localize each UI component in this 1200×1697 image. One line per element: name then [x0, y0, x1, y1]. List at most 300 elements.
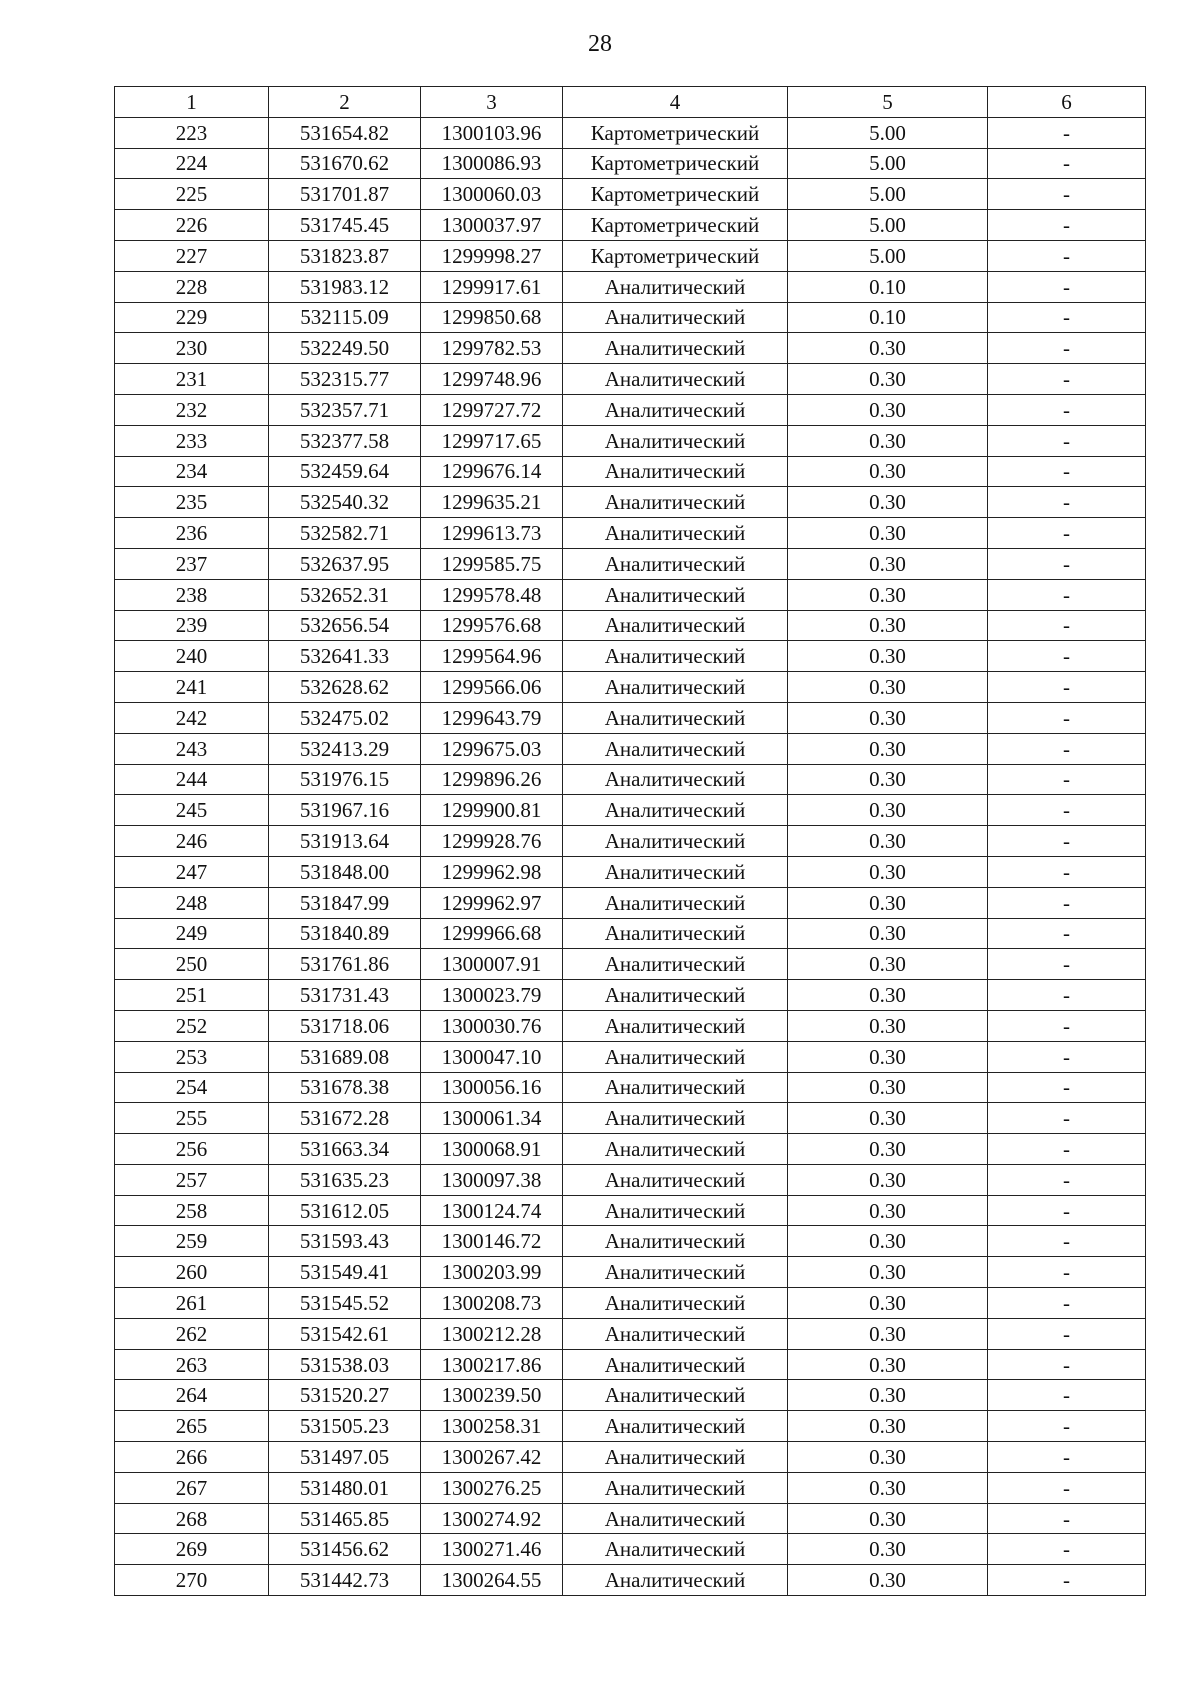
- table-cell-col-4: Аналитический: [563, 271, 788, 302]
- table-row: [115, 887, 1146, 918]
- table-cell-col-4: Аналитический: [563, 333, 788, 364]
- table-cell-col-2: 531612.05: [269, 1195, 421, 1226]
- table-cell-col-5: 0.30: [788, 425, 988, 456]
- page-number: 28: [588, 31, 612, 57]
- table-cell-col-1: 249: [115, 918, 269, 949]
- table-cell-col-5: 0.30: [788, 764, 988, 795]
- table-cell-col-1: 226: [115, 210, 269, 241]
- table-cell-col-2: 532540.32: [269, 487, 421, 518]
- table-cell-col-1: 246: [115, 826, 269, 857]
- table-row: [115, 1534, 1146, 1565]
- table-cell-col-5: 0.30: [788, 1226, 988, 1257]
- column-header-5: 5: [788, 87, 988, 118]
- table-cell-col-3: 1299564.96: [421, 641, 563, 672]
- table-cell-col-2: 532357.71: [269, 394, 421, 425]
- table-row: [115, 1072, 1146, 1103]
- table-row: [115, 1195, 1146, 1226]
- table-cell-col-2: 531545.52: [269, 1288, 421, 1319]
- table-cell-col-4: Аналитический: [563, 918, 788, 949]
- table-cell-col-4: Аналитический: [563, 548, 788, 579]
- table-cell-col-1: 261: [115, 1288, 269, 1319]
- column-header-6: 6: [988, 87, 1146, 118]
- table-cell-col-5: 0.30: [788, 1472, 988, 1503]
- table-cell-col-4: Аналитический: [563, 1534, 788, 1565]
- table-cell-col-4: Аналитический: [563, 1411, 788, 1442]
- table-cell-col-2: 532582.71: [269, 518, 421, 549]
- table-cell-col-3: 1300037.97: [421, 210, 563, 241]
- table-cell-col-4: Аналитический: [563, 826, 788, 857]
- table-row: [115, 240, 1146, 271]
- table-row: [115, 702, 1146, 733]
- table-row: [115, 302, 1146, 333]
- table-cell-col-2: 531840.89: [269, 918, 421, 949]
- table-cell-col-4: Аналитический: [563, 949, 788, 980]
- table-cell-col-3: 1300146.72: [421, 1226, 563, 1257]
- table-cell-col-3: 1299966.68: [421, 918, 563, 949]
- table-cell-col-2: 532628.62: [269, 672, 421, 703]
- table-cell-col-6: -: [988, 425, 1146, 456]
- table-cell-col-1: 268: [115, 1503, 269, 1534]
- table-cell-col-1: 242: [115, 702, 269, 733]
- table-cell-col-2: 532637.95: [269, 548, 421, 579]
- table-cell-col-3: 1300007.91: [421, 949, 563, 980]
- table-cell-col-3: 1300203.99: [421, 1257, 563, 1288]
- table-cell-col-5: 0.30: [788, 1103, 988, 1134]
- table-cell-col-3: 1299962.98: [421, 856, 563, 887]
- table-cell-col-3: 1300258.31: [421, 1411, 563, 1442]
- table-cell-col-1: 231: [115, 364, 269, 395]
- table-row: [115, 518, 1146, 549]
- table-cell-col-6: -: [988, 1195, 1146, 1226]
- table-cell-col-2: 531635.23: [269, 1164, 421, 1195]
- table-cell-col-3: 1299917.61: [421, 271, 563, 302]
- table-cell-col-6: -: [988, 148, 1146, 179]
- table-cell-col-1: 247: [115, 856, 269, 887]
- table-cell-col-6: -: [988, 271, 1146, 302]
- table-cell-col-3: 1300239.50: [421, 1380, 563, 1411]
- table-cell-col-4: Аналитический: [563, 425, 788, 456]
- table-cell-col-2: 531538.03: [269, 1349, 421, 1380]
- column-header-3: 3: [421, 87, 563, 118]
- table-cell-col-5: 0.30: [788, 487, 988, 518]
- table-cell-col-3: 1299585.75: [421, 548, 563, 579]
- table-cell-col-4: Аналитический: [563, 394, 788, 425]
- table-row: [115, 117, 1146, 148]
- table-cell-col-5: 0.30: [788, 980, 988, 1011]
- table-cell-col-6: -: [988, 856, 1146, 887]
- table-cell-col-1: 257: [115, 1164, 269, 1195]
- table-cell-col-3: 1300274.92: [421, 1503, 563, 1534]
- table-cell-col-6: -: [988, 610, 1146, 641]
- table-cell-col-4: Аналитический: [563, 641, 788, 672]
- table-cell-col-3: 1299896.26: [421, 764, 563, 795]
- table-row: [115, 1103, 1146, 1134]
- table-cell-col-6: -: [988, 1257, 1146, 1288]
- table-row: [115, 610, 1146, 641]
- table-cell-col-1: 230: [115, 333, 269, 364]
- table-cell-col-6: -: [988, 1349, 1146, 1380]
- table-cell-col-4: Аналитический: [563, 1472, 788, 1503]
- table-row: [115, 918, 1146, 949]
- table-row: [115, 672, 1146, 703]
- table-cell-col-3: 1300086.93: [421, 148, 563, 179]
- table-cell-col-1: 238: [115, 579, 269, 610]
- table-row: [115, 980, 1146, 1011]
- table-cell-col-6: -: [988, 1565, 1146, 1596]
- table-cell-col-6: -: [988, 1534, 1146, 1565]
- table-cell-col-2: 531848.00: [269, 856, 421, 887]
- table-cell-col-6: -: [988, 980, 1146, 1011]
- table-cell-col-1: 267: [115, 1472, 269, 1503]
- table-row: [115, 764, 1146, 795]
- table-cell-col-6: -: [988, 826, 1146, 857]
- table-row: [115, 1134, 1146, 1165]
- table-cell-col-4: Картометрический: [563, 210, 788, 241]
- table-cell-col-6: -: [988, 1318, 1146, 1349]
- table-cell-col-1: 234: [115, 456, 269, 487]
- table-cell-col-5: 0.30: [788, 456, 988, 487]
- table-cell-col-6: -: [988, 548, 1146, 579]
- table-row: [115, 641, 1146, 672]
- table-cell-col-4: Картометрический: [563, 240, 788, 271]
- table-cell-col-1: 244: [115, 764, 269, 795]
- table-cell-col-3: 1299635.21: [421, 487, 563, 518]
- table-cell-col-3: 1299928.76: [421, 826, 563, 857]
- table-cell-col-3: 1299578.48: [421, 579, 563, 610]
- table-cell-col-3: 1299717.65: [421, 425, 563, 456]
- table-cell-col-5: 0.30: [788, 826, 988, 857]
- table-row: [115, 1442, 1146, 1473]
- header-row: [115, 87, 1146, 118]
- table-cell-col-1: 253: [115, 1041, 269, 1072]
- table-cell-col-5: 0.30: [788, 364, 988, 395]
- table-cell-col-4: Аналитический: [563, 1072, 788, 1103]
- table-cell-col-5: 0.30: [788, 1010, 988, 1041]
- table-row: [115, 425, 1146, 456]
- table-cell-col-4: Аналитический: [563, 1010, 788, 1041]
- table-row: [115, 1565, 1146, 1596]
- table-row: [115, 487, 1146, 518]
- table-cell-col-3: 1300208.73: [421, 1288, 563, 1319]
- table-cell-col-3: 1300056.16: [421, 1072, 563, 1103]
- table-cell-col-5: 0.30: [788, 949, 988, 980]
- table-cell-col-4: Аналитический: [563, 1442, 788, 1473]
- table-cell-col-4: Аналитический: [563, 610, 788, 641]
- table-cell-col-2: 531456.62: [269, 1534, 421, 1565]
- table-cell-col-1: 250: [115, 949, 269, 980]
- table-cell-col-3: 1300068.91: [421, 1134, 563, 1165]
- table-cell-col-3: 1300103.96: [421, 117, 563, 148]
- table-row: [115, 1411, 1146, 1442]
- table-cell-col-5: 0.10: [788, 271, 988, 302]
- table-cell-col-6: -: [988, 1072, 1146, 1103]
- table-row: [115, 579, 1146, 610]
- table-cell-col-2: 531593.43: [269, 1226, 421, 1257]
- table-cell-col-2: 531480.01: [269, 1472, 421, 1503]
- table-cell-col-5: 0.30: [788, 887, 988, 918]
- table-cell-col-6: -: [988, 949, 1146, 980]
- table-cell-col-5: 0.30: [788, 548, 988, 579]
- table-cell-col-3: 1299643.79: [421, 702, 563, 733]
- table-cell-col-5: 0.30: [788, 1380, 988, 1411]
- table-cell-col-5: 0.30: [788, 610, 988, 641]
- table-cell-col-3: 1300061.34: [421, 1103, 563, 1134]
- table-cell-col-1: 255: [115, 1103, 269, 1134]
- table-cell-col-6: -: [988, 672, 1146, 703]
- table-cell-col-3: 1300124.74: [421, 1195, 563, 1226]
- table-cell-col-6: -: [988, 764, 1146, 795]
- table-cell-col-3: 1299675.03: [421, 733, 563, 764]
- table-cell-col-4: Аналитический: [563, 487, 788, 518]
- table-cell-col-5: 0.30: [788, 1411, 988, 1442]
- table-row: [115, 795, 1146, 826]
- table-cell-col-3: 1300276.25: [421, 1472, 563, 1503]
- table-cell-col-4: Аналитический: [563, 1103, 788, 1134]
- table-cell-col-2: 531663.34: [269, 1134, 421, 1165]
- table-cell-col-6: -: [988, 240, 1146, 271]
- table-cell-col-2: 531913.64: [269, 826, 421, 857]
- table-cell-col-4: Аналитический: [563, 1164, 788, 1195]
- table-cell-col-4: Аналитический: [563, 856, 788, 887]
- table-cell-col-6: -: [988, 733, 1146, 764]
- table-cell-col-1: 223: [115, 117, 269, 148]
- table-cell-col-4: Аналитический: [563, 1195, 788, 1226]
- table-cell-col-1: 252: [115, 1010, 269, 1041]
- table-cell-col-4: Аналитический: [563, 795, 788, 826]
- table-row: [115, 1349, 1146, 1380]
- table-cell-col-4: Картометрический: [563, 117, 788, 148]
- table-cell-col-4: Аналитический: [563, 364, 788, 395]
- table-cell-col-1: 260: [115, 1257, 269, 1288]
- table-cell-col-2: 531823.87: [269, 240, 421, 271]
- table-cell-col-6: -: [988, 1103, 1146, 1134]
- table-cell-col-6: -: [988, 456, 1146, 487]
- table-cell-col-5: 0.30: [788, 1072, 988, 1103]
- table-cell-col-6: -: [988, 702, 1146, 733]
- table-cell-col-2: 531505.23: [269, 1411, 421, 1442]
- table-cell-col-2: 532641.33: [269, 641, 421, 672]
- table-cell-col-6: -: [988, 518, 1146, 549]
- table-cell-col-2: 531672.28: [269, 1103, 421, 1134]
- table-cell-col-6: -: [988, 210, 1146, 241]
- table-cell-col-1: 225: [115, 179, 269, 210]
- table-cell-col-3: 1300023.79: [421, 980, 563, 1011]
- table-cell-col-5: 0.30: [788, 1134, 988, 1165]
- table-cell-col-5: 0.30: [788, 1503, 988, 1534]
- table-cell-col-1: 265: [115, 1411, 269, 1442]
- table-cell-col-5: 0.30: [788, 1195, 988, 1226]
- table-cell-col-1: 245: [115, 795, 269, 826]
- table-cell-col-2: 532315.77: [269, 364, 421, 395]
- table-cell-col-5: 0.30: [788, 672, 988, 703]
- table-cell-col-2: 531718.06: [269, 1010, 421, 1041]
- table-cell-col-4: Аналитический: [563, 1288, 788, 1319]
- table-cell-col-6: -: [988, 487, 1146, 518]
- table-cell-col-5: 0.30: [788, 1288, 988, 1319]
- table-cell-col-3: 1299676.14: [421, 456, 563, 487]
- table-cell-col-1: 235: [115, 487, 269, 518]
- table-cell-col-3: 1300212.28: [421, 1318, 563, 1349]
- table-cell-col-4: Аналитический: [563, 764, 788, 795]
- table-cell-col-5: 0.30: [788, 333, 988, 364]
- table-cell-col-3: 1299962.97: [421, 887, 563, 918]
- table-cell-col-5: 0.30: [788, 394, 988, 425]
- table-cell-col-5: 0.30: [788, 1257, 988, 1288]
- table-cell-col-6: -: [988, 1411, 1146, 1442]
- table-row: [115, 1010, 1146, 1041]
- table-cell-col-2: 532377.58: [269, 425, 421, 456]
- table-cell-col-2: 531542.61: [269, 1318, 421, 1349]
- table-row: [115, 179, 1146, 210]
- table-cell-col-2: 531442.73: [269, 1565, 421, 1596]
- table-cell-col-1: 270: [115, 1565, 269, 1596]
- table-cell-col-5: 5.00: [788, 117, 988, 148]
- table-cell-col-1: 258: [115, 1195, 269, 1226]
- table-cell-col-5: 0.30: [788, 1565, 988, 1596]
- table-cell-col-2: 532413.29: [269, 733, 421, 764]
- table-row: [115, 1226, 1146, 1257]
- table-cell-col-1: 233: [115, 425, 269, 456]
- table-cell-col-4: Аналитический: [563, 1226, 788, 1257]
- table-cell-col-2: 531701.87: [269, 179, 421, 210]
- table-cell-col-1: 241: [115, 672, 269, 703]
- table-cell-col-6: -: [988, 1134, 1146, 1165]
- table-cell-col-4: Аналитический: [563, 1565, 788, 1596]
- table-cell-col-4: Аналитический: [563, 887, 788, 918]
- table-cell-col-6: -: [988, 1164, 1146, 1195]
- table-cell-col-6: -: [988, 1041, 1146, 1072]
- table-cell-col-3: 1300264.55: [421, 1565, 563, 1596]
- table-cell-col-1: 269: [115, 1534, 269, 1565]
- table-cell-col-1: 237: [115, 548, 269, 579]
- table-cell-col-3: 1300047.10: [421, 1041, 563, 1072]
- table-cell-col-4: Картометрический: [563, 148, 788, 179]
- table-cell-col-3: 1300267.42: [421, 1442, 563, 1473]
- table-cell-col-2: 531967.16: [269, 795, 421, 826]
- table-cell-col-4: Аналитический: [563, 672, 788, 703]
- table-cell-col-5: 0.30: [788, 1164, 988, 1195]
- table-cell-col-5: 0.30: [788, 579, 988, 610]
- table-cell-col-1: 243: [115, 733, 269, 764]
- table-cell-col-1: 232: [115, 394, 269, 425]
- table-row: [115, 826, 1146, 857]
- table-cell-col-3: 1299998.27: [421, 240, 563, 271]
- table-cell-col-1: 228: [115, 271, 269, 302]
- table-cell-col-2: 531731.43: [269, 980, 421, 1011]
- table-cell-col-5: 0.30: [788, 856, 988, 887]
- table-cell-col-2: 532459.64: [269, 456, 421, 487]
- column-header-2: 2: [269, 87, 421, 118]
- table-cell-col-1: 266: [115, 1442, 269, 1473]
- table-cell-col-4: Аналитический: [563, 733, 788, 764]
- table-cell-col-2: 531847.99: [269, 887, 421, 918]
- table-row: [115, 1503, 1146, 1534]
- table-cell-col-5: 0.10: [788, 302, 988, 333]
- table-cell-col-1: 251: [115, 980, 269, 1011]
- table-cell-col-1: 227: [115, 240, 269, 271]
- table-cell-col-2: 531670.62: [269, 148, 421, 179]
- table-cell-col-3: 1300217.86: [421, 1349, 563, 1380]
- table-cell-col-1: 248: [115, 887, 269, 918]
- table-cell-col-2: 531678.38: [269, 1072, 421, 1103]
- table-cell-col-4: Аналитический: [563, 702, 788, 733]
- table-row: [115, 1164, 1146, 1195]
- table-cell-col-4: Аналитический: [563, 579, 788, 610]
- table-cell-col-3: 1299748.96: [421, 364, 563, 395]
- table-cell-col-4: Аналитический: [563, 1380, 788, 1411]
- table-cell-col-2: 531465.85: [269, 1503, 421, 1534]
- table-row: [115, 1380, 1146, 1411]
- table-cell-col-6: -: [988, 1288, 1146, 1319]
- table-cell-col-6: -: [988, 918, 1146, 949]
- table-row: [115, 1472, 1146, 1503]
- table-cell-col-2: 532249.50: [269, 333, 421, 364]
- table-cell-col-6: -: [988, 302, 1146, 333]
- table-cell-col-6: -: [988, 1442, 1146, 1473]
- table-cell-col-4: Аналитический: [563, 1134, 788, 1165]
- table-cell-col-5: 5.00: [788, 240, 988, 271]
- table-cell-col-5: 0.30: [788, 641, 988, 672]
- table-cell-col-5: 0.30: [788, 733, 988, 764]
- table-cell-col-2: 531761.86: [269, 949, 421, 980]
- table-cell-col-6: -: [988, 394, 1146, 425]
- table-cell-col-1: 240: [115, 641, 269, 672]
- table-cell-col-5: 0.30: [788, 1041, 988, 1072]
- table-cell-col-3: 1299613.73: [421, 518, 563, 549]
- table-cell-col-1: 264: [115, 1380, 269, 1411]
- table-cell-col-4: Аналитический: [563, 1503, 788, 1534]
- table-cell-col-3: 1299727.72: [421, 394, 563, 425]
- table-row: [115, 456, 1146, 487]
- table-cell-col-2: 531745.45: [269, 210, 421, 241]
- table-cell-col-2: 532656.54: [269, 610, 421, 641]
- table-cell-col-2: 532652.31: [269, 579, 421, 610]
- table-cell-col-2: 532475.02: [269, 702, 421, 733]
- table-cell-col-3: 1300097.38: [421, 1164, 563, 1195]
- table-cell-col-5: 5.00: [788, 179, 988, 210]
- table-cell-col-6: -: [988, 795, 1146, 826]
- table-cell-col-4: Аналитический: [563, 456, 788, 487]
- table-row: [115, 949, 1146, 980]
- table-cell-col-6: -: [988, 1226, 1146, 1257]
- table-cell-col-4: Аналитический: [563, 1349, 788, 1380]
- table-cell-col-4: Картометрический: [563, 179, 788, 210]
- table-cell-col-6: -: [988, 1503, 1146, 1534]
- table-row: [115, 364, 1146, 395]
- table-cell-col-2: 531497.05: [269, 1442, 421, 1473]
- table-cell-col-6: -: [988, 1472, 1146, 1503]
- table-cell-col-2: 531689.08: [269, 1041, 421, 1072]
- table-cell-col-3: 1300030.76: [421, 1010, 563, 1041]
- table-cell-col-2: 531520.27: [269, 1380, 421, 1411]
- table-cell-col-3: 1299576.68: [421, 610, 563, 641]
- table-cell-col-5: 0.30: [788, 918, 988, 949]
- table-row: [115, 1318, 1146, 1349]
- table-cell-col-3: 1299566.06: [421, 672, 563, 703]
- table-cell-col-3: 1299850.68: [421, 302, 563, 333]
- table-cell-col-6: -: [988, 117, 1146, 148]
- table-row: [115, 210, 1146, 241]
- table-row: [115, 148, 1146, 179]
- table-row: [115, 271, 1146, 302]
- column-header-4: 4: [563, 87, 788, 118]
- table-cell-col-3: 1300271.46: [421, 1534, 563, 1565]
- table-row: [115, 333, 1146, 364]
- table-cell-col-1: 259: [115, 1226, 269, 1257]
- table-cell-col-6: -: [988, 579, 1146, 610]
- table-row: [115, 733, 1146, 764]
- table-cell-col-6: -: [988, 1010, 1146, 1041]
